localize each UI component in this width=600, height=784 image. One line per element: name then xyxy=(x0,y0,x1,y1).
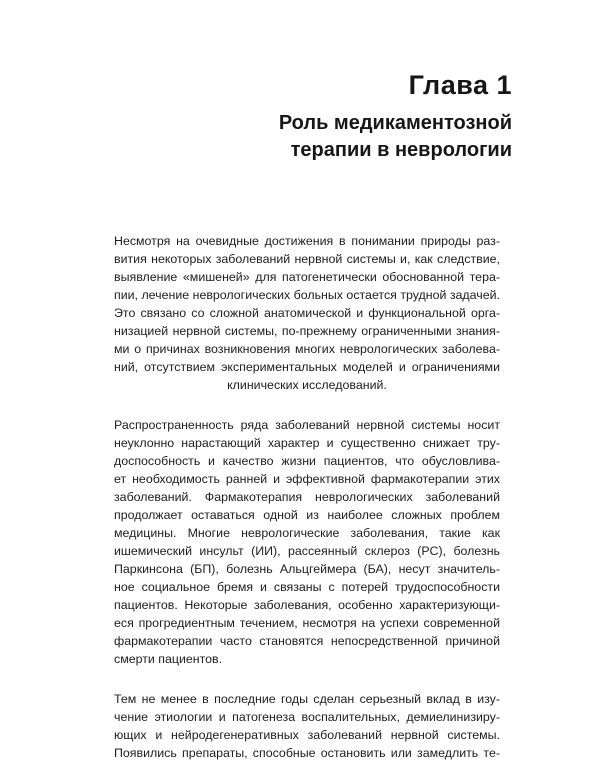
text-line: вития некоторых заболеваний нервной системы и, как следствие, xyxy=(114,252,500,266)
text-line: медицины. Многие неврологические заболевания, такие как xyxy=(114,526,500,540)
body-text xyxy=(114,232,500,784)
text-line: ное социальное бремя и связаны с потерей трудоспособности xyxy=(114,580,500,594)
text-line: еся прогредиентным течением, несмотря на успехи современной xyxy=(114,616,500,630)
text-line: фармакотерапии часто становятся непосредственной причиной xyxy=(114,634,500,648)
text-line: доспособность и качество жизни пациентов, что обусловлива- xyxy=(114,454,500,468)
text-line: ми о причинах возникновения многих неврологических заболева- xyxy=(114,342,500,356)
chapter-title-line: Роль медикаментозной xyxy=(278,112,512,134)
text-line: ний, отсутствием экспериментальных моделей и ограничениями xyxy=(114,360,500,374)
text-line: Паркинсона (БП), болезнь Альцгеймера (БА), несут значитель- xyxy=(114,562,500,576)
paragraph-1 xyxy=(114,232,500,394)
text-line: Распространенность ряда заболеваний нервной системы носит xyxy=(114,418,500,432)
text-line: смерти пациентов. xyxy=(114,652,223,666)
chapter-title xyxy=(92,110,512,164)
paragraph-2 xyxy=(114,416,500,668)
text-line: Появились препараты, способные остановить или замедлить те- xyxy=(114,746,500,760)
chapter-label: Глава 1 xyxy=(408,70,512,100)
text-line: чение этиологии и патогенеза воспалительных, демиелинизиру- xyxy=(114,710,500,724)
text-line: ет необходимость ранней и эффективной фармакотерапии этих xyxy=(114,472,500,486)
text-line: Тем не менее в последние годы сделан серьезный вклад в изу- xyxy=(114,692,500,706)
text-line: низацией нервной системы, по-прежнему ограниченными знания- xyxy=(114,324,500,338)
text-line: Это связано со сложной анатомической и функциональной орга- xyxy=(114,306,500,320)
text-line: выявление «мишеней» для патогенетически обоснованной тера- xyxy=(114,270,500,284)
text-line: Несмотря на очевидные достижения в понимании природы раз- xyxy=(114,234,500,248)
text-line: пациентов. Некоторые заболевания, особенно характеризующи- xyxy=(114,598,500,612)
text-line: ишемический инсульт (ИИ), рассеянный склероз (РС), болезнь xyxy=(114,544,500,558)
text-line: пии, лечение неврологических больных остается трудной задачей. xyxy=(114,288,500,302)
text-line: клинических исследований. xyxy=(227,378,387,392)
text-line: продолжает оставаться одной из наиболее сложных проблем xyxy=(114,508,500,522)
paragraph-3 xyxy=(114,690,500,762)
text-line: неуклонно нарастающий характер и существенно снижает тру- xyxy=(114,436,500,450)
text-line: ющих и нейродегенеративных заболеваний нервной системы. xyxy=(114,728,500,742)
chapter-title-line: терапии в неврологии xyxy=(290,139,512,161)
text-line: заболеваний. Фармакотерапия неврологических заболеваний xyxy=(114,490,500,504)
